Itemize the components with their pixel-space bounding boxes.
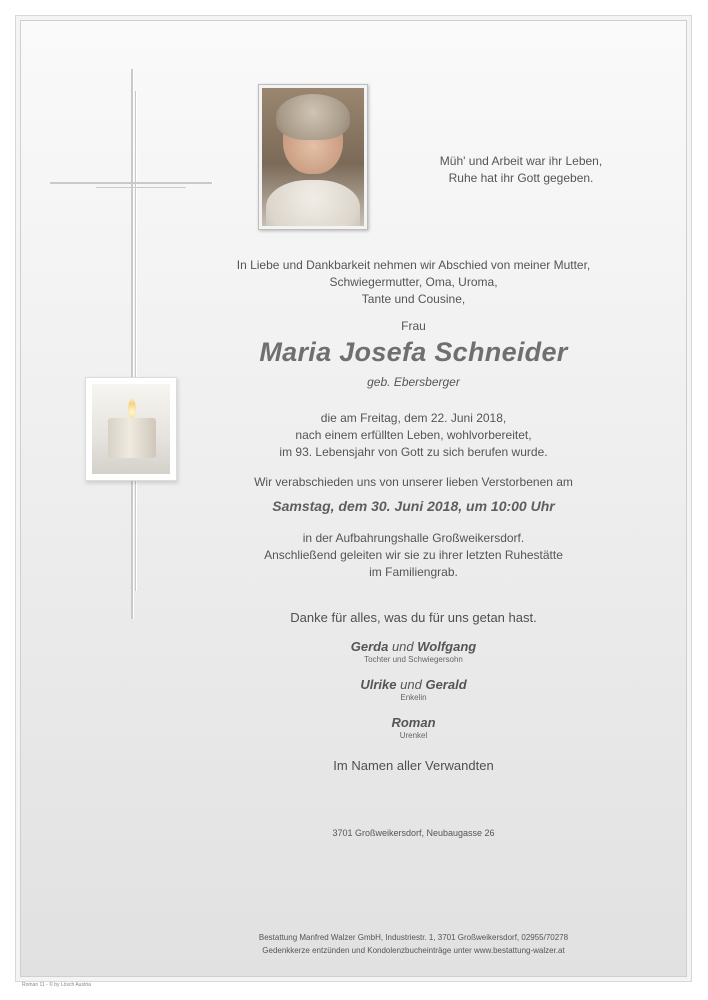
intro-line: Schwiegermutter, Oma, Uroma,: [329, 275, 498, 289]
intro-line: In Liebe und Dankbarkeit nehmen wir Abschied von meiner Mutter,: [236, 258, 591, 272]
obituary-sheet: [20, 20, 687, 977]
mourner-name: Gerald: [425, 677, 467, 692]
relatives-line: Im Namen aller Verwandten: [333, 758, 494, 773]
funeral-place: [181, 530, 646, 581]
undertaker-line: Bestattung Manfred Walzer GmbH, Industriestr. 1, 3701 Großweikersdorf, 02955/70278: [258, 933, 569, 942]
mourner-relation: Enkelin: [400, 693, 427, 702]
mourner-entry: [181, 715, 646, 740]
mourner-relation: Tochter und Schwiegersohn: [364, 655, 463, 664]
birth-name: geb. Ebersberger: [367, 375, 460, 389]
undertaker-line: Gedenkkerze entzünden und Kondolenzbucheinträge unter www.bestattung-walzer.at: [262, 946, 565, 955]
mourner-name: Wolfgang: [417, 639, 477, 654]
footer-credit: Roman 11 - © by Lösch Austria: [22, 982, 91, 988]
motto-line: Ruhe hat ihr Gott gegeben.: [448, 171, 594, 185]
motto: [416, 153, 626, 187]
salutation: Frau: [401, 319, 426, 333]
portrait-photo: [258, 84, 368, 230]
death-notice: [181, 410, 646, 461]
motto-line: Müh' und Arbeit war ihr Leben,: [439, 154, 603, 168]
place-line: in der Aufbahrungshalle Großweikersdorf.: [302, 531, 525, 545]
mourner-and: und: [391, 639, 414, 654]
mourner-name: Roman: [391, 715, 436, 730]
place-line: Anschließend geleiten wir sie zu ihrer letzten Ruhestätte: [264, 548, 563, 562]
mourner-entry: [181, 639, 646, 664]
intro-line: Tante und Cousine,: [361, 292, 466, 306]
death-notice-line: im 93. Lebensjahr von Gott zu sich berufen wurde.: [279, 445, 548, 459]
mourner-and: und: [400, 677, 422, 692]
mourner-relation: Urenkel: [399, 731, 428, 740]
mourner-entry: [181, 677, 646, 702]
deceased-name: Maria Josefa Schneider: [259, 337, 568, 367]
candle-image: [85, 377, 177, 481]
funeral-date: Samstag, dem 30. Juni 2018, um 10:00 Uhr: [272, 498, 555, 514]
farewell-intro: Wir verabschieden uns von unserer lieben Verstorbenen am: [254, 475, 573, 489]
mourner-name: Gerda: [350, 639, 389, 654]
place-line: im Familiengrab.: [369, 565, 458, 579]
undertaker-info: [181, 931, 646, 957]
death-notice-line: die am Freitag, dem 22. Juni 2018,: [320, 411, 507, 425]
family-address: 3701 Großweikersdorf, Neubaugasse 26: [332, 828, 495, 838]
intro-text: [181, 257, 646, 308]
thanks-line: Danke für alles, was du für uns getan hast.: [290, 610, 537, 625]
death-notice-line: nach einem erfüllten Leben, wohlvorbereitet,: [295, 428, 532, 442]
mourner-name: Ulrike: [360, 677, 397, 692]
